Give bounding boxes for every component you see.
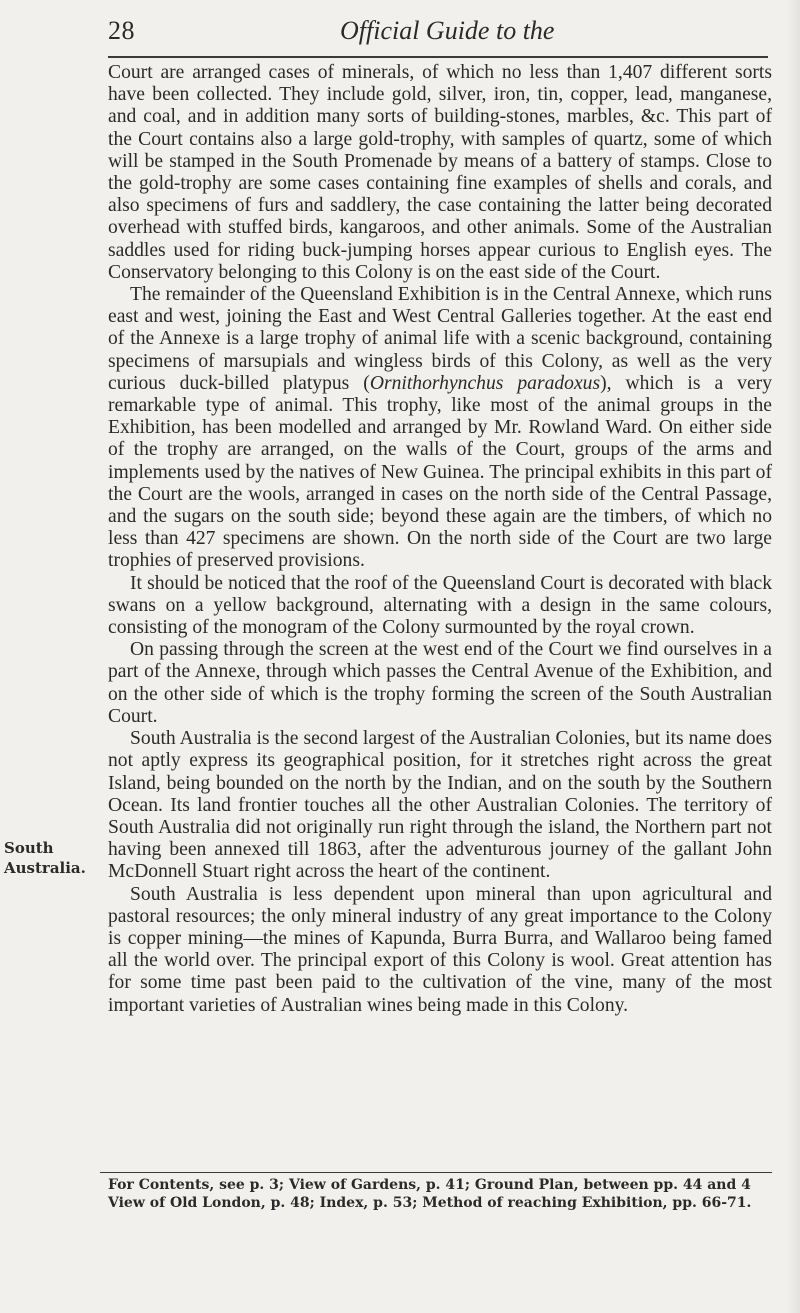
page-header (108, 12, 768, 52)
body-text (108, 62, 772, 1017)
paragraph-text: The remainder of the Queensland Exhibition is in the Central Annexe, which runs east and west, joining the East and West Central Galleries together. At the east end of the Annexe is a large trophy of animal life with a scenic background, containing specimens of marsupials and wingless birds of this Colony, as well as the very curious duck-billed platypus ( (108, 284, 772, 394)
paragraph-queensland-annexe (108, 284, 772, 573)
running-title: Official Guide to the (340, 16, 555, 45)
paragraph-south-australia: South Australia is the second largest of the Australian Colonies, but its name does not aptly express its geographical position, for it stretches right across the great Island, being bounded on the north by the Indian, and on the south by the Southern Ocean. Its land frontier touches all the other Australian Colonies. The territory of South Australia did not originally run right through the island, the Northern part not having been annexed till 1863, after the adventurous journey of the gallant John McDonnell Stuart right across the heart of the continent. (108, 728, 772, 883)
page-number: 28 (108, 16, 135, 45)
page-edge-shadow (786, 0, 800, 1313)
margin-note-line: Australia. (4, 859, 86, 877)
margin-note-line: South (4, 839, 54, 857)
paragraph-text: ), which is a very remarkable type of animal. This trophy, like most of the animal groups in the Exhibition, has been modelled and arranged by Mr. Rowland Ward. On either side of the trophy are arranged, on the walls of the Court, groups of the arms and implements used by the natives of New Guinea. The principal exhibits in this part of the Court are the wools, arranged in cases on the north side of the Central Passage, and the sugars on the south side; beyond these again are the timbers, of which no less than 427 specimens are shown. On the north side of the Court are two large trophies of preserved provisions. (108, 372, 772, 572)
paragraph: Court are arranged cases of minerals, of which no less than 1,407 different sorts have been collected. They include gold, silver, iron, tin, copper, lead, manganese, and coal, and in addition many sorts of building-stones, marbles, &c. This part of the Court contains also a large gold-trophy, with samples of quartz, some of which will be stamped in the South Promenade by means of a battery of stamps. Close to the gold-trophy are some cases containing fine examples of shells and corals, and also specimens of furs and saddlery, the case containing the latter being decorated overhead with stuffed birds, kangaroos, and other animals. Some of the Australian saddles used for riding buck-jumping horses appear curious to English eyes. The Conservatory belonging to this Colony is on the east side of the Court. (108, 62, 772, 283)
footnote (108, 1176, 768, 1212)
footnote-rule (100, 1172, 772, 1173)
header-rule (108, 56, 768, 58)
footnote-line: View of Old London, p. 48; Index, p. 53; Method of reaching Exhibition, pp. 66-71. (108, 1195, 752, 1211)
paragraph: On passing through the screen at the west end of the Court we find ourselves in a part of the Annexe, through which passes the Central Avenue of the Exhibition, and on the other side of which is the trophy forming the screen of the South Australian Court. (108, 639, 772, 727)
species-name: Ornithorhynchus paradoxus (369, 372, 601, 394)
paragraph: South Australia is less dependent upon mineral than upon agricultural and pastoral resources; the only mineral industry of any great importance to the Colony is copper mining—the mines of Kapunda, Burra Burra, and Wallaroo being famed all the world over. The principal export of this Colony is wool. Great attention has for some time past been paid to the cultivation of the vine, many of the most important varieties of Australian wines being made in this Colony. (108, 883, 772, 1016)
footnote-line: For Contents, see p. 3; View of Gardens, p. 41; Ground Plan, between pp. 44 and 4 (108, 1177, 751, 1193)
paragraph: It should be noticed that the roof of the Queensland Court is decorated with black swans on a yellow background, alternating with a design in the same colours, consisting of the monogram of the Colony surmounted by the royal crown. (108, 572, 772, 639)
margin-note-south-australia (4, 838, 104, 878)
